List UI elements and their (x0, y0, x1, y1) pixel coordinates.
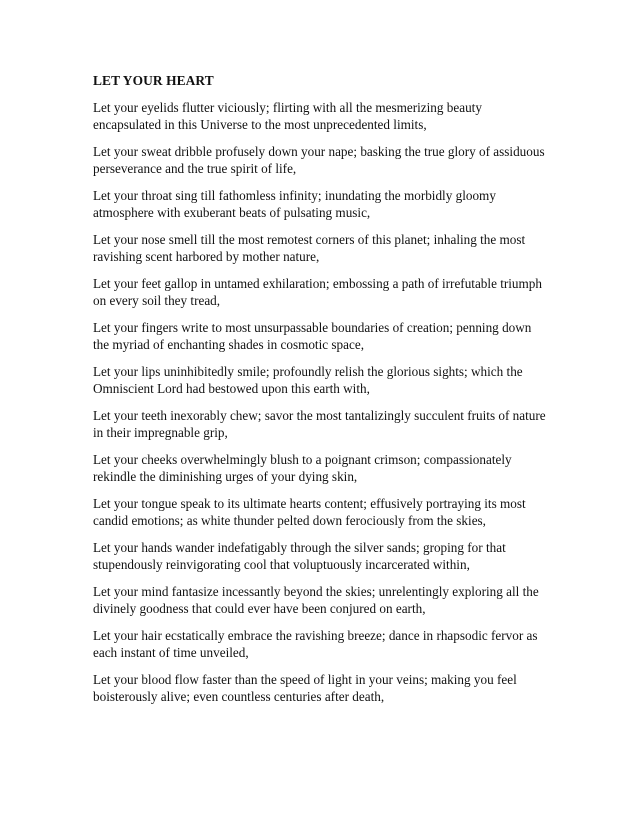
stanza-14: Let your blood flow faster than the speed of light in your veins; making you feel boisterously alive; even countless centuries after death, (93, 672, 517, 704)
stanza-12: Let your mind fantasize incessantly beyond the skies; unrelentingly exploring all the divinely goodness that could ever have been conjured on earth, (93, 584, 539, 616)
stanza-11: Let your hands wander indefatigably through the silver sands; groping for that stupendously reinvigorating cool that voluptuously incarcerated within, (93, 540, 506, 572)
stanza-2: Let your sweat dribble profusely down your nape; basking the true glory of assiduous perseverance and the true spirit of life, (93, 144, 545, 176)
stanza-4: Let your nose smell till the most remotest corners of this planet; inhaling the most ravishing scent harbored by mother nature, (93, 232, 526, 264)
stanza-13: Let your hair ecstatically embrace the ravishing breeze; dance in rhapsodic fervor as each instant of time unveiled, (93, 628, 538, 660)
stanza-7: Let your lips uninhibitedly smile; profoundly relish the glorious sights; which the Omniscient Lord had bestowed upon this earth with, (93, 364, 523, 396)
poem-title: LET YOUR HEART (93, 73, 214, 88)
stanza-10: Let your tongue speak to its ultimate hearts content; effusively portraying its most candid emotions; as white thunder pelted down ferociously from the skies, (93, 496, 526, 528)
stanza-9: Let your cheeks overwhelmingly blush to a poignant crimson; compassionately rekindle the diminishing urges of your dying skin, (93, 452, 512, 484)
stanza-3: Let your throat sing till fathomless infinity; inundating the morbidly gloomy atmosphere with exuberant beats of pulsating music, (93, 188, 496, 220)
stanza-8: Let your teeth inexorably chew; savor the most tantalizingly succulent fruits of nature in their impregnable grip, (93, 408, 546, 440)
stanza-5: Let your feet gallop in untamed exhilaration; embossing a path of irrefutable triumph on every soil they tread, (93, 276, 542, 308)
stanza-6: Let your fingers write to most unsurpassable boundaries of creation; penning down the myriad of enchanting shades in cosmotic space, (93, 320, 532, 352)
stanza-1: Let your eyelids flutter viciously; flirting with all the mesmerizing beauty encapsulated in this Universe to the most unprecedented limits, (93, 100, 482, 132)
